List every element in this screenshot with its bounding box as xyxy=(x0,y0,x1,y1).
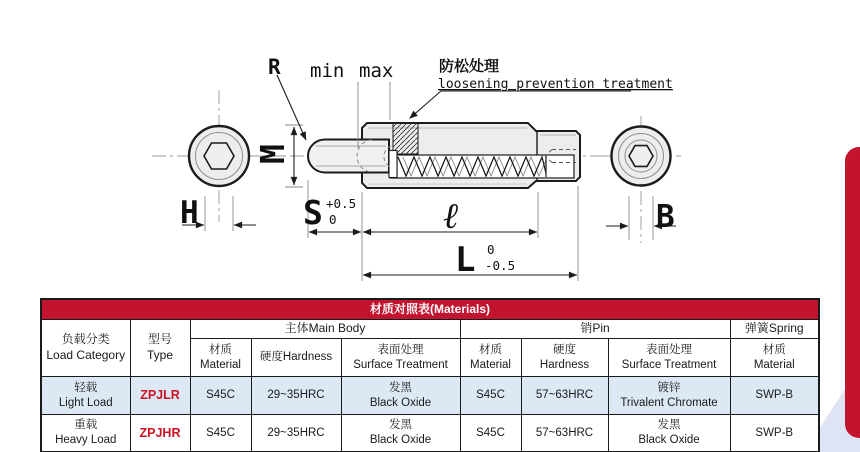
s-tolerance-upper: +0.5 xyxy=(326,196,357,211)
header-main-surface: 表面处理 Surface Treatment xyxy=(341,339,460,377)
dim-label-hex-right: B xyxy=(656,199,675,235)
cell-spring-material: SWP-B xyxy=(730,377,819,415)
header-group-main-body: 主体Main Body xyxy=(190,320,460,339)
cell-type: ZPJHR xyxy=(130,415,190,452)
note-english: loosening prevention treatment xyxy=(438,77,673,92)
dim-label-body-length: ℓ xyxy=(443,196,458,237)
header-spring-material: 材质 Material xyxy=(730,339,819,377)
cell-load: 重载 Heavy Load xyxy=(41,415,130,452)
header-main-material: 材质 Material xyxy=(190,339,251,377)
left-end-view xyxy=(189,126,249,186)
hex-socket-right xyxy=(629,146,653,167)
header-type: 型号 Type xyxy=(130,320,190,377)
dim-label-hex-left: H xyxy=(180,195,199,231)
dim-label-max: max xyxy=(359,60,394,82)
side-view xyxy=(308,123,580,188)
header-group-pin: 销Pin xyxy=(460,320,730,339)
note-chinese: 防松处理 xyxy=(439,58,500,75)
cell-pin-surface: 镀锌 Trivalent Chromate xyxy=(608,377,730,415)
cell-main-material: S45C xyxy=(190,415,251,452)
dim-label-stroke: S xyxy=(303,193,323,232)
dim-label-radius: R xyxy=(268,55,281,79)
table-title: 材质对照表(Materials) xyxy=(41,299,819,320)
cell-main-material: S45C xyxy=(190,377,251,415)
materials-table xyxy=(40,298,820,452)
table-row-heavy-load xyxy=(41,415,819,452)
cell-main-hardness: 29~35HRC xyxy=(251,377,341,415)
cell-pin-material: S45C xyxy=(460,415,521,452)
header-pin-surface: 表面处理 Surface Treatment xyxy=(608,339,730,377)
l-tolerance-lower: -0.5 xyxy=(485,258,516,273)
cell-pin-hardness: 57~63HRC xyxy=(521,415,608,452)
cell-spring-material: SWP-B xyxy=(730,415,819,452)
s-tolerance-lower: 0 xyxy=(329,212,337,227)
header-load-category: 负载分类 Load Category xyxy=(41,320,130,377)
header-pin-hardness: 硬度 Hardness xyxy=(521,339,608,377)
header-pin-material: 材质 Material xyxy=(460,339,521,377)
cell-pin-hardness: 57~63HRC xyxy=(521,377,608,415)
dim-label-thread: M xyxy=(253,144,292,164)
hex-socket-left xyxy=(204,143,234,169)
plunger-pin xyxy=(308,140,389,173)
l-tolerance-upper: 0 xyxy=(487,242,495,257)
cell-main-hardness: 29~35HRC xyxy=(251,415,341,452)
cell-main-surface: 发黑 Black Oxide xyxy=(341,377,460,415)
cell-main-surface: 发黑 Black Oxide xyxy=(341,415,460,452)
right-end-view xyxy=(612,127,671,186)
cell-type: ZPJLR xyxy=(130,377,190,415)
cell-pin-material: S45C xyxy=(460,377,521,415)
cell-load: 轻载 Light Load xyxy=(41,377,130,415)
cell-pin-surface: 发黑 Black Oxide xyxy=(608,415,730,452)
header-main-hardness: 硬度Hardness xyxy=(251,339,341,377)
table-row-light-load xyxy=(41,377,819,415)
thread-lock-hatch xyxy=(393,123,418,154)
dim-label-min: min xyxy=(310,60,345,82)
header-group-spring: 弹簧Spring xyxy=(730,320,819,339)
dim-label-overall-length: L xyxy=(455,240,476,280)
